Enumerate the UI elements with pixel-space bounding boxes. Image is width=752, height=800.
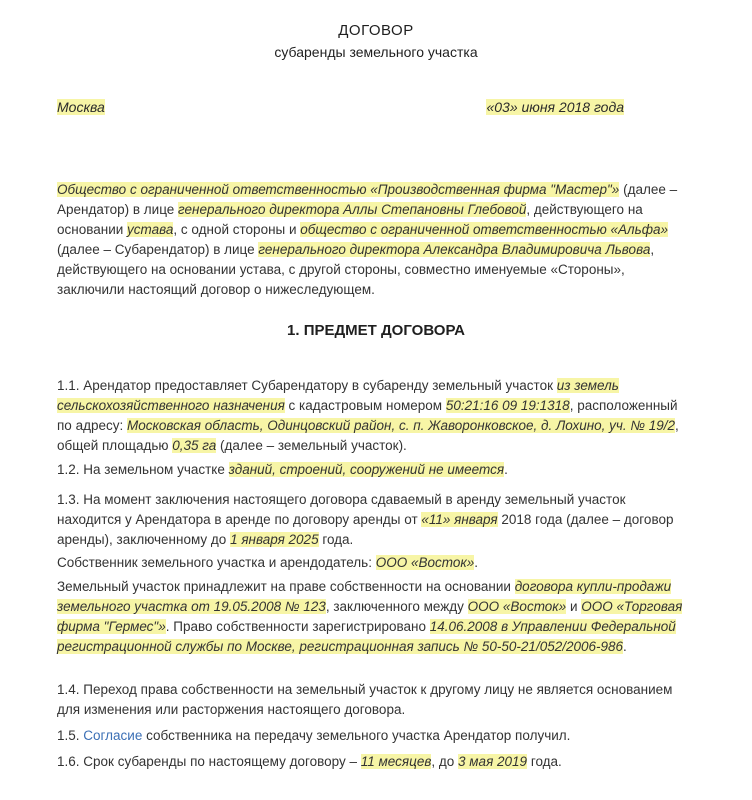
preamble-paragraph: Общество с ограниченной ответственностью «Производственная фирма "Мастер"» (далее – Арендатор) в лице генерального директора Аллы Степановны Глебовой, действующего на основании устава, с одной стороны и общество с ограниченной ответственностью «Альфа» (далее – Субарендатор) в лице генерального директора Александра Владимировича Львова, действующего на основании устава, с другой стороны, совместно именуемые «Стороны», заключили настоящий договор о нижеследующем. [57,182,678,297]
clause-1-6: 1.6. Срок субаренды по настоящему договору – 11 месяцев, до 3 мая 2019 года. [57,754,562,769]
clause-1-4: 1.4. Переход права собственности на земельный участок к другому лицу не является основанием для изменения или расторжения настоящего договора. [57,682,673,717]
contract-date: «03» июня 2018 года [486,99,624,115]
document-subtitle: субаренды земельного участка [274,44,478,60]
clause-1-5: 1.5. Согласие собственника на передачу земельного участка Арендатор получил. [57,728,571,743]
consent-link[interactable]: Согласие [83,728,143,743]
owner-line: Собственник земельного участка и арендодатель: ООО «Восток». [57,555,478,570]
clause-1-1: 1.1. Арендатор предоставляет Субарендатору в субаренду земельный участок из земель сельскохозяйственного назначения с кадастровым номером 50:21:16 09 19:1318, расположенный по адресу: Московская область, Одинцовский район, с. п. Жаворонковское, д. Лохино, уч. № 19/2, общей площадью 0,35 га (далее – земельный участок). [57,378,679,453]
contract-city: Москва [57,99,105,115]
document-title: ДОГОВОР [338,22,414,39]
clause-1-3: 1.3. На момент заключения настоящего договора сдаваемый в аренду земельный участок находится у Арендатора в аренде по договору аренды от «11» января 2018 года (далее – договор аренды), заключенному до 1 января 2025 года. [57,492,674,547]
ownership-paragraph: Земельный участок принадлежит на праве собственности на основании договора купли-продажи земельного участка от 19.05.2008 № 123, заключенного между ООО «Восток» и ООО «Торговая фирма "Гермес"». Право собственности зарегистрировано 14.06.2008 в Управлении Федеральной регистрационной службы по Москве, регистрационная запись № 50-50-21/052/2006-986. [57,579,683,654]
section-heading: 1. ПРЕДМЕТ ДОГОВОРА [287,322,465,339]
clause-1-2: 1.2. На земельном участке зданий, строений, сооружений не имеется. [57,462,508,477]
